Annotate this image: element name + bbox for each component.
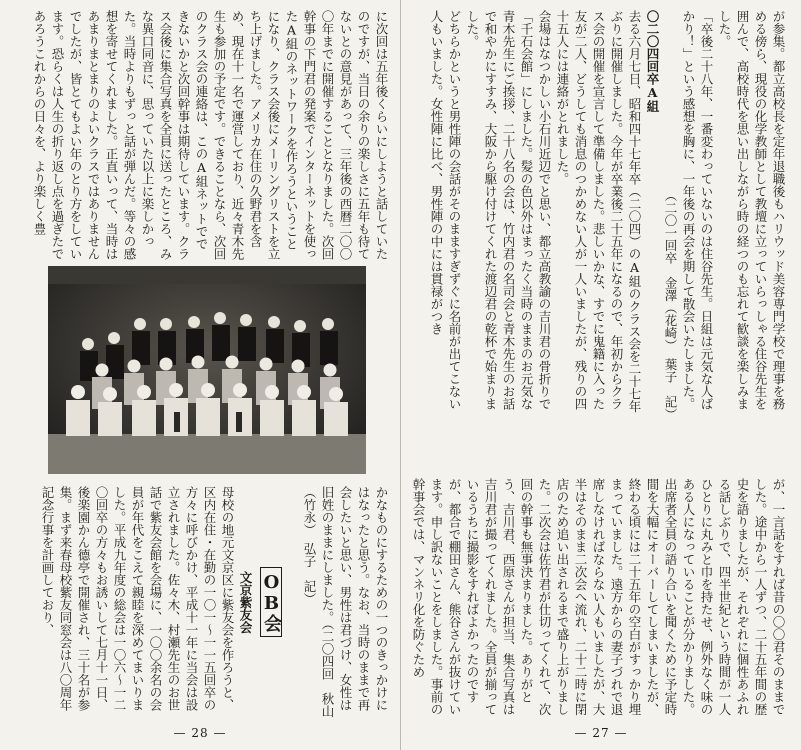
section-heading: 〇二〇四回卒A組 xyxy=(645,10,660,113)
right-bottom-text xyxy=(411,478,787,718)
right-quote: 「卒後二十八年、一番変わっていないのは住谷先生。日組は元気な人ばかり！」という感想を胸に、一年後の再会を期して散会いたしました。 xyxy=(681,10,714,410)
page-number-27: — 27 — xyxy=(574,726,628,740)
club-title: 文京紫友会 xyxy=(238,570,253,634)
left-top-text xyxy=(28,10,390,262)
page-number-28: — 28 — xyxy=(173,726,227,740)
right-body-paragraph-3: どちらかというと男性陣の会話がそのまますぎずぐに名前が出てこない人もいました。女性陣に比べ、男性陣の中には貫禄がつき xyxy=(429,10,462,410)
right-body-paragraph: 去る六月七日、昭和四十七年卒（二〇四）のA組のクラス会を二十七年ぶりに開催しました。今年が卒業後二十五年になるので、年初からクラス会の開催を宣言して準備しました。悲しいかな、すでに鬼籍に入った友が二人、どうしても消息のつかめない人が一人いましたが、残りの四十五人には連絡がとれました。 xyxy=(555,10,642,413)
right-credit: （二〇一回卒 金澤（花崎） 葉子 記） xyxy=(663,188,678,420)
right-intro-paragraph: が参集。都立高校長を定年退職後もハリウッド美容専門学校で理事を務める傍ら、現役の化学教師として教壇に立っていらっしゃる住谷先生を囲んで、高校時代を思い出しながら時の経つのも忘れて歓談を楽しみました。 xyxy=(717,10,786,410)
page-27 xyxy=(400,0,801,750)
ob-kai-title: OB会 xyxy=(260,567,282,637)
page-28 xyxy=(0,0,400,750)
right-bottom-paragraph: が、一言話をすれば昔の〇〇君そのままでした。途中から一人ずつ、二十五年間の歴史を語りましたが、それぞれに個性あふれる話しぶりで、四半世紀という時間が一人ひとりに丸みと巾を持たせ、例外なく味のある人になっていることが分かりました。出席者全員の語り合いを聞くために予定時間を大幅にオーバーしてしまいましたが、終わる頃には二十五年の空白がすっかり埋まっていました。遠方からの妻子づれで退席しなければならない人もいましたが、大半はそのまま二次会へ流れ、二十二時に閉店のため追い出されるまで盛り上がりました。二次会は佐竹君が仕切ってくれて、次回の幹事も無事決まりました。ありがとう、吉川君、西原さんが担当、集合写真は吉川君が撮ってくれました。全員が揃っているうちに撮影をすればよかったのですが、都合で棚田さん、熊谷さんが抜けています。申し訳ないことをしました。事前の幹事会では、マンネリ化を防ぐため xyxy=(411,478,786,716)
club-paragraph: 母校の地元文京区に紫友会を作ろうと、区内在住・在勤の一〇一〜一一五回卒の方々に呼びかけ、平成十一年に当会は設立されました。佐々木、村瀬先生のお世話で紫友会館を会場に、一〇〇余名の会員が年代をこえて親睦を深めてまいりました。平成九年度の総会は一〇六〜一二〇回卒の方々もお誘いして七月十一日、後楽園かん德亭で開催され、三十名が参集。まず来春母校紫友同窓会は八〇周年記念行事を計画しており、 xyxy=(40,486,235,711)
right-top-text xyxy=(417,10,787,420)
left-bottom-paragraph: かなものにするための一つのきっかけにはなったと思う。なお、当時のままで再会したいと思い、男性は君づけ、女性は旧姓のままにしました。（二〇四回 秋山（竹永） 弘子 記） xyxy=(302,486,389,718)
group-photo xyxy=(48,266,366,474)
left-top-paragraph: に次回は五年後くらいにしようと話していたのですが、当日の余りの楽しさに五年も待てないとの意見があって、三年後の西暦二〇〇〇年までに開催することとなりました。次回幹事の下門君の発案でインターネットを使ったA組のネットワークを作ろうということになり、クラス会後にメーリングリストを立ち上げました。アメリカ在住の久野君を含め、現在十一名で運営しており、近々青木先生も参加の予定です。できることなら、次回のクラス会の連絡は、このA組ネットでできないかと次回幹事は期待しています。クラス会後に集合写真を全員に送ったところ、みな異口同音に、思っていた以上に楽しかった。当時よりもずっと話が弾んだ。等々の感想を寄せてくれました。正直いって、当時はあまりまとまりのよいクラスではありませんでしたが、皆とてもよい年のとり方をしています。恐らくは人生の折り返し点を過ぎたであろうこれからの日々を、より楽しく豊 xyxy=(32,10,389,260)
right-body-paragraph-2: 会場はなつかしい小石川近辺でと思い、都立高教諭の吉川君の骨折りで「千石会館」にしました。髪の色以外はまったく当時のままのお元気な青木先生にご挨拶、二十八名の会は、竹内君の名司会と青木先生のお話で和やかにすすみ、大阪から駆け付けてくれた渡辺君の乾杯で始まりました。 xyxy=(465,10,552,410)
left-bottom-text xyxy=(28,486,390,718)
